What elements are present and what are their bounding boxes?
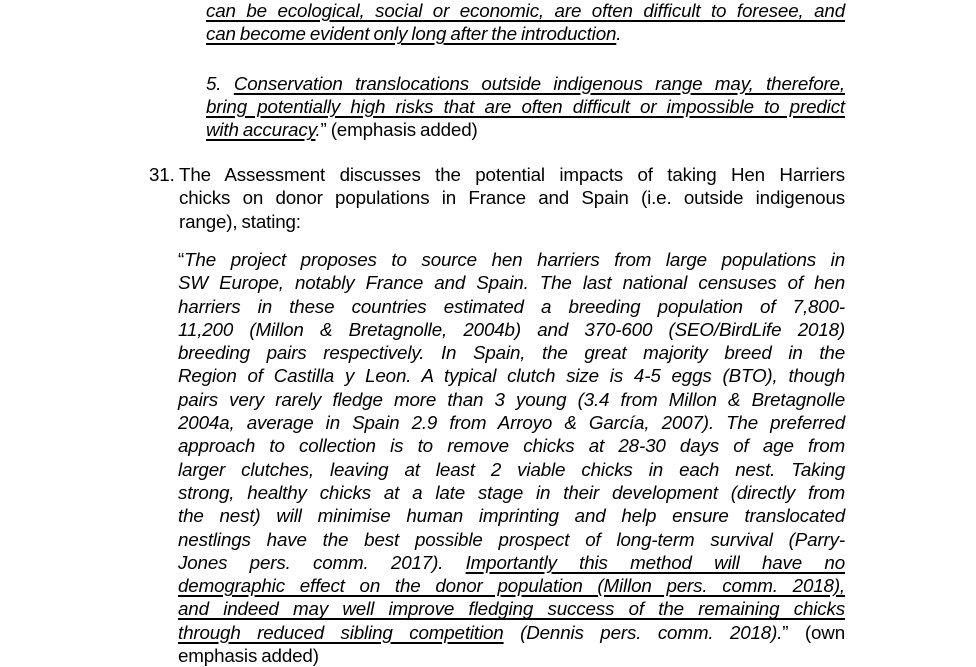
quote-punctuation: . — [315, 119, 321, 141]
text-line — [178, 364, 845, 387]
quote-text: pairs very rarely fledge more than 3 young (3.4 from Millon & Bretagnolle — [178, 388, 845, 410]
text-line — [178, 574, 845, 597]
quoted-assessment-passage — [178, 248, 845, 667]
quote-text: Region of Castilla y Leon. A typical clutch size is 4-5 eggs (BTO), though — [178, 365, 845, 387]
quote-text: (Dennis pers. comm. 2018). — [503, 621, 783, 643]
quote-top-paragraph-2 — [206, 72, 845, 142]
underlined-quote-text: can be ecological, social or economic, are often difficult to foresee, and — [206, 0, 845, 21]
emphasis-added-note: ” (own — [782, 621, 846, 643]
quote-punctuation: . — [616, 23, 622, 45]
underlined-quote-text: can become evident only long after the introduction — [206, 23, 617, 45]
text-line — [178, 644, 845, 667]
text-line — [178, 504, 845, 527]
body-text: The Assessment discusses the potential impacts of taking Hen Harriers — [179, 164, 845, 185]
opening-quote-mark: “ — [178, 249, 185, 270]
quote-top-paragraph-1 — [206, 0, 845, 46]
quote-text: SW Europe, notably France and Spain. The last national censuses of hen — [178, 272, 845, 294]
text-line — [206, 22, 845, 45]
text-line — [206, 118, 845, 141]
numbered-paragraph-31 — [149, 163, 845, 233]
body-text: chicks on donor populations in France and Spain (i.e. outside indigenous — [179, 187, 845, 209]
quote-text: larger clutches, leaving at least 2 viable chicks in each nest. Taking — [178, 458, 845, 480]
emphasis-added-note: emphasis added) — [178, 645, 319, 667]
quote-text: harriers in these countries estimated a breeding population of 7,800- — [178, 295, 845, 317]
text-line — [178, 388, 845, 411]
text-line — [206, 72, 845, 95]
underlined-quote-text: Conservation translocations outside indigenous range may, therefore, — [233, 72, 845, 94]
text-line — [178, 481, 845, 504]
text-line — [178, 271, 845, 294]
text-line — [178, 318, 845, 341]
quote-text: 2004a, average in Spain 2.9 from Arroyo & García, 2007). The preferred — [178, 412, 845, 434]
underlined-quote-text: through reduced sibling competition — [178, 621, 504, 643]
list-number: 5. — [206, 72, 234, 94]
quote-text: strong, healthy chicks at a late stage in their development (directly from — [178, 481, 845, 503]
text-line — [178, 597, 845, 620]
text-line — [206, 95, 845, 118]
quote-text: 11,200 (Millon & Bretagnolle, 2004b) and 370-600 (SEO/BirdLife 2018) — [178, 318, 845, 340]
underlined-quote-text: and indeed may well improve fledging success of the remaining chicks — [178, 598, 845, 620]
quote-text: The project proposes to source hen harriers from large populations in — [184, 249, 845, 270]
text-line — [206, 0, 845, 22]
underlined-quote-text: demographic effect on the donor population (Millon pers. comm. 2018), — [178, 575, 845, 597]
emphasis-added-note: ” (emphasis added) — [320, 119, 478, 141]
paragraph-number: 31. — [149, 164, 175, 185]
text-line — [149, 186, 845, 209]
quote-text: Jones pers. comm. 2017). — [178, 551, 466, 573]
text-line — [178, 434, 845, 457]
text-line — [149, 163, 845, 186]
text-line — [149, 210, 845, 233]
underlined-quote-text: Importantly this method will have no — [465, 551, 845, 573]
underlined-quote-text: with accuracy — [206, 119, 316, 141]
quote-text: breeding pairs respectively. In Spain, the great majority breed in the — [178, 342, 845, 364]
quote-text: approach to collection is to remove chicks at 28-30 days of age from — [178, 435, 845, 457]
text-line — [178, 621, 845, 644]
text-line — [178, 528, 845, 551]
text-line — [178, 341, 845, 364]
text-line — [178, 248, 845, 271]
quote-text: the nest) will minimise human imprinting and help ensure translocated — [178, 505, 845, 527]
quote-text: nestlings have the best possible prospect of long-term survival (Parry- — [178, 528, 845, 550]
text-line — [178, 458, 845, 481]
text-line — [178, 551, 845, 574]
underlined-quote-text: bring potentially high risks that are often difficult or impossible to predict — [206, 95, 845, 117]
text-line — [178, 411, 845, 434]
text-line — [178, 295, 845, 318]
body-text: range), stating: — [179, 210, 301, 232]
quoted-passage-top — [206, 0, 845, 141]
